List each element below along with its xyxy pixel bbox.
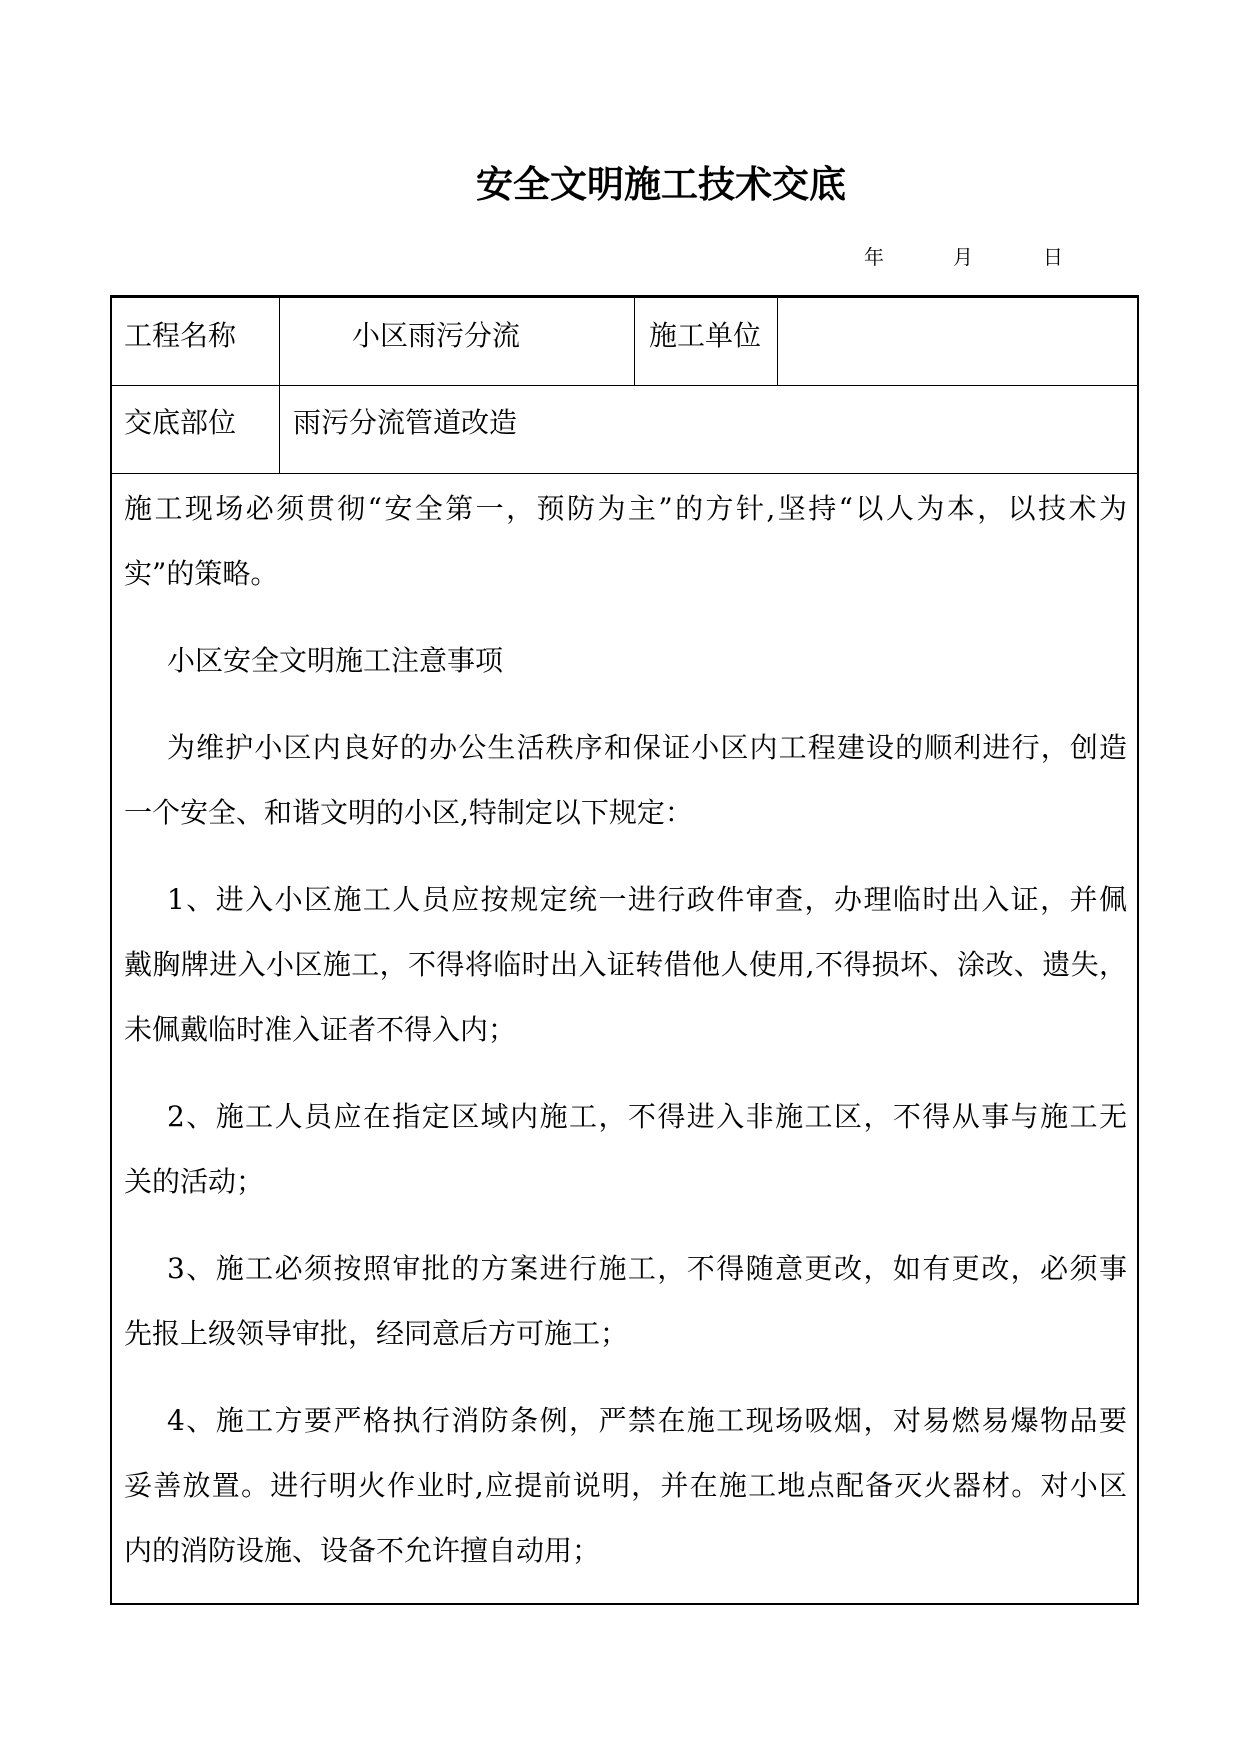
body-line: 戴胸牌进入小区施工，不得将临时出入证转借他人使用,不得损坏、涂改、遗失， (124, 948, 1127, 981)
project-name-label: 工程名称 (112, 298, 280, 385)
date-month-label: 月 (953, 245, 973, 269)
body-line: 内的消防设施、设备不允许擅自动用； (124, 1534, 601, 1567)
body-paragraph (124, 1084, 1127, 1214)
body-line: 未佩戴临时准入证者不得入内； (124, 1013, 517, 1046)
document-title: 安全文明施工技术交底 (476, 162, 846, 206)
body-line: 施工现场必须贯彻“安全第一，预防为主”的方针,坚持“以人为本，以技术为 (124, 492, 1127, 525)
briefing-table (110, 295, 1139, 1605)
body-line: 关的活动； (124, 1165, 265, 1198)
date-year-label: 年 (864, 245, 884, 269)
project-name-value: 小区雨污分流 (280, 298, 635, 385)
body-line: 4、施工方要严格执行消防条例，严禁在施工现场吸烟，对易燃易爆物品要 (167, 1404, 1127, 1437)
body-line: 妥善放置。进行明火作业时,应提前说明，并在施工地点配备灭火器材。对小区 (124, 1469, 1127, 1502)
location-label: 交底部位 (112, 386, 280, 473)
body-line: 2、施工人员应在指定区域内施工，不得进入非施工区，不得从事与施工无 (167, 1100, 1127, 1133)
body-paragraph (124, 867, 1127, 1062)
body-line: 先报上级领导审批，经同意后方可施工； (124, 1317, 629, 1350)
body-line: 实”的策略。 (124, 557, 279, 590)
body-paragraph (124, 476, 1127, 606)
body-paragraph (124, 628, 1127, 693)
table-row-project (112, 298, 1137, 386)
section-heading: 小区安全文明施工注意事项 (167, 644, 504, 677)
body-line: 为维护小区内良好的办公生活秩序和保证小区内工程建设的顺利进行，创造 (167, 731, 1127, 764)
body-line: 一个安全、和谐文明的小区,特制定以下规定： (124, 796, 693, 829)
body-line: 3、施工必须按照审批的方案进行施工，不得随意更改，如有更改，必须事 (167, 1252, 1127, 1285)
briefing-content (112, 474, 1137, 1603)
date-day-label: 日 (1043, 245, 1063, 269)
contractor-label: 施工单位 (635, 298, 778, 385)
body-paragraph (124, 1236, 1127, 1366)
body-paragraph (124, 715, 1127, 845)
table-row-location (112, 386, 1137, 474)
location-value: 雨污分流管道改造 (293, 405, 518, 439)
contractor-value (778, 298, 1137, 385)
body-paragraph (124, 1388, 1127, 1583)
body-line: 1、进入小区施工人员应按规定统一进行政件审查，办理临时出入证，并佩 (167, 883, 1127, 916)
